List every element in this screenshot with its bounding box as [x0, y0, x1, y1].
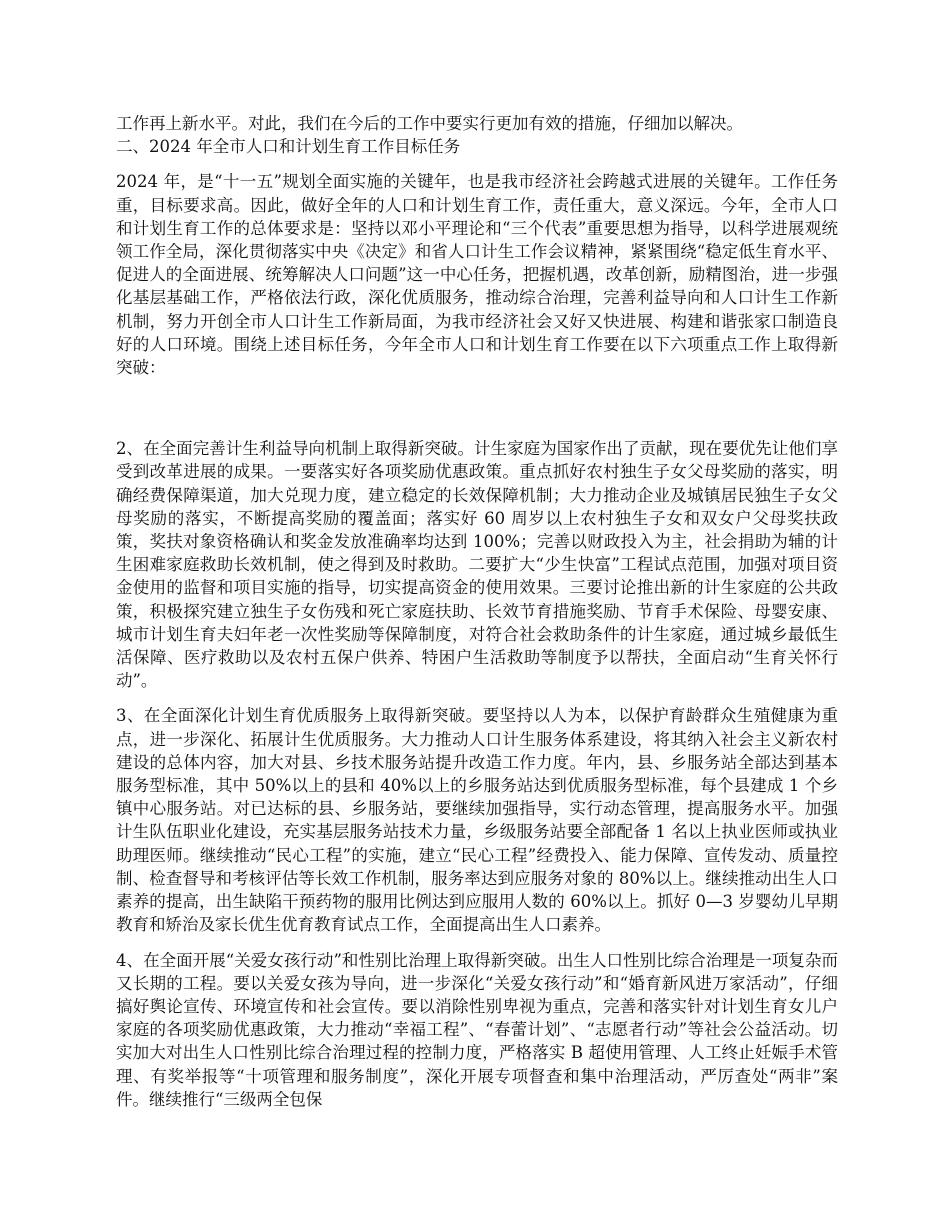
- paragraph-item-4: 4、在全面开展“关爱女孩行动”和性别比治理上取得新突破。出生人口性别比综合治理是一项复杂而又长期的工程。要以关爱女孩为导向，进一步深化“关爱女孩行动”和“婚育新风进万家活动”，仔细搞好舆论宣传、环境宣传和社会宣传。要以消除性别卑视为重点，完善和落实针对计划生育女儿户家庭的各项奖励优惠政策，大力推动“幸福工程”、“春蕾计划”、“志愿者行动”等社会公益活动。切实加大对出生人口性别比综合治理过程的控制力度，严格落实 B 超使用管理、人工终止妊娠手术管理、有奖举报等“十项管理和服务制度”，深化开展专项督查和集中治理活动，严厉查处“两非”案件。继续推行“三级两全包保: [116, 950, 838, 1109]
- paragraph-item-3: 3、在全面深化计划生育优质服务上取得新突破。要坚持以人为本，以保护育龄群众生殖健康为重点，进一步深化、拓展计生优质服务。大力推动人口计生服务体系建设，将其纳入社会主义新农村建设的总体内容，加大对县、乡技术服务站提升改造工作力度。年内，县、乡服务站全部达到基本服务型标准，其中 50%以上的县和 40%以上的乡服务站达到优质服务型标准，每个县建成 1 个乡镇中心服务站。对已达标的县、乡服务站，要继续加强指导，实行动态管理，提高服务水平。加强计生队伍职业化建设，充实基层服务站技术力量，乡级服务站要全部配备 1 名以上执业医师或执业助理医师。继续推动“民心工程”的实施，建立“民心工程”经费投入、能力保障、宣传发动、质量控制、检查督导和考核评估等长效工作机制，服务率达到应服务对象的 80%以上。继续推动出生人口素养的提高，出生缺陷干预药物的服用比例达到应服用人数的 60%以上。抓好 0—3 岁婴幼儿早期教育和矫治及家长优生优育教育试点工作，全面提高出生人口素养。: [116, 706, 838, 935]
- paragraph-intro: 2024 年，是“十一五”规划全面实施的关键年，也是我市经济社会跨越式进展的关键年。工作任务重，目标要求高。因此，做好全年的人口和计划生育工作，责任重大，意义深远。今年，全市人口和计划生育工作的总体要求是：坚持以邓小平理论和“三个代表”重要思想为指导，以科学进展观统领工作全局，深化贯彻落实中央《决定》和省人口计生工作会议精神，紧紧围绕“稳定低生育水平、促进人的全面进展、统筹解决人口问题”这一中心任务，把握机遇，改革创新，励精图治，进一步强化基层基础工作，严格依法行政，深化优质服务，推动综合治理，完善利益导向和人口计生工作新机制，努力开创全市人口计生工作新局面，为我市经济社会又好又快进展、构建和谐张家口制造良好的人口环境。围绕上述目标任务，今年全市人口和计划生育工作要在以下六项重点工作上取得新突破：: [116, 172, 838, 378]
- document-page: [116, 112, 838, 1111]
- section-heading: 二、2024 年全市人口和计划生育工作目标任务: [116, 137, 461, 157]
- paragraph-item-2: 2、在全面完善计生利益导向机制上取得新突破。计生家庭为国家作出了贡献，现在要优先让他们享受到改革进展的成果。一要落实好各项奖励优惠政策。重点抓好农村独生子女父母奖励的落实，明确经费保障渠道，加大兑现力度，建立稳定的长效保障机制；大力推动企业及城镇居民独生子女父母奖励的落实，不断提高奖励的覆盖面；落实好 60 周岁以上农村独生子女和双女户父母奖扶政策，奖扶对象资格确认和奖金发放准确率均达到 100%；完善以财政投入为主，社会捐助为辅的计生困难家庭救助长效机制，使之得到及时救助。二要扩大“少生快富”工程试点范围，加强对项目资金使用的监督和项目实施的指导，切实提高资金的使用效果。三要讨论推出新的计生家庭的公共政策，积极探究建立独生子女伤残和死亡家庭扶助、长效节育措施奖励、节育手术保险、母婴安康、城市计划生育夫妇年老一次性奖励等保障制度，对符合社会救助条件的计生家庭，通过城乡最低生活保障、医疗救助以及农村五保户供养、特困户生活救助等制度予以帮扶，全面启动“生育关怀行动”。: [116, 439, 838, 691]
- continued-line: 工作再上新水平。对此，我们在今后的工作中要实行更加有效的措施，仔细加以解决。: [116, 114, 743, 133]
